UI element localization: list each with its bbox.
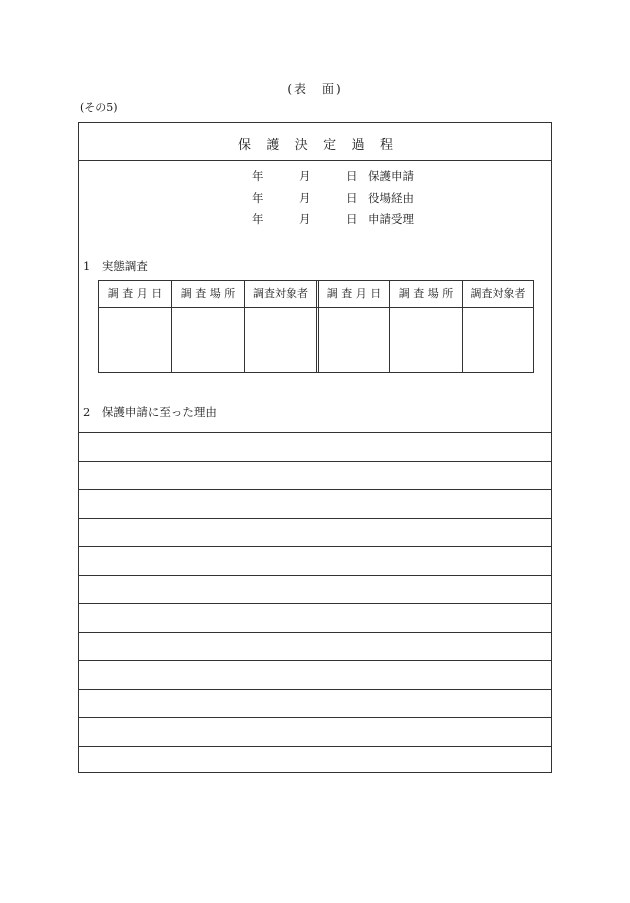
col-survey-subject: 調査対象者 <box>253 287 308 300</box>
title-char: 決 <box>294 138 308 153</box>
day-label: 日 <box>346 212 358 226</box>
col-survey-subject: 調査対象者 <box>470 287 526 300</box>
col-survey-date: 調 査 月 日 <box>326 287 382 300</box>
ruled-line <box>79 575 551 576</box>
form-variant-label: (その5) <box>80 101 118 114</box>
ruled-line <box>79 546 551 547</box>
table-divider <box>318 281 319 372</box>
ruled-line <box>79 746 551 747</box>
ruled-line <box>79 689 551 690</box>
month-label: 月 <box>299 169 311 183</box>
ruled-line <box>79 518 551 519</box>
ruled-line <box>79 461 551 462</box>
date-line-application <box>249 168 419 184</box>
year-label: 年 <box>252 191 264 205</box>
year-label: 年 <box>252 169 264 183</box>
title-char: 定 <box>323 138 337 153</box>
table-divider <box>316 281 317 372</box>
col-survey-place: 調 査 場 所 <box>180 287 236 300</box>
form-title-row <box>79 123 551 161</box>
table-divider <box>244 281 245 372</box>
month-label: 月 <box>299 212 311 226</box>
date-event: 保護申請 <box>368 169 414 183</box>
section1-heading: 1 実態調査 <box>83 259 148 273</box>
form-frame <box>78 122 552 773</box>
date-event: 申請受理 <box>368 212 414 226</box>
month-label: 月 <box>299 191 311 205</box>
table-divider <box>171 281 172 372</box>
survey-table <box>98 280 534 373</box>
ruled-line <box>79 717 551 718</box>
title-char: 程 <box>379 138 393 153</box>
col-survey-date: 調 査 月 日 <box>107 287 163 300</box>
face-label: (表 面) <box>287 82 343 96</box>
form-title <box>238 134 393 153</box>
date-event: 役場経由 <box>368 191 414 205</box>
table-divider <box>389 281 390 372</box>
ruled-line <box>79 603 551 604</box>
title-char: 保 <box>238 138 252 153</box>
col-survey-place: 調 査 場 所 <box>398 287 454 300</box>
ruled-line <box>79 432 551 433</box>
title-char: 護 <box>266 138 280 153</box>
day-label: 日 <box>346 191 358 205</box>
ruled-line <box>79 489 551 490</box>
ruled-line <box>79 632 551 633</box>
date-line-receipt <box>249 211 419 227</box>
ruled-line <box>79 660 551 661</box>
day-label: 日 <box>346 169 358 183</box>
year-label: 年 <box>252 212 264 226</box>
title-char: 過 <box>351 138 365 153</box>
date-line-office <box>249 190 419 206</box>
table-divider <box>462 281 463 372</box>
section2-heading: 2 保護申請に至った理由 <box>83 405 217 419</box>
